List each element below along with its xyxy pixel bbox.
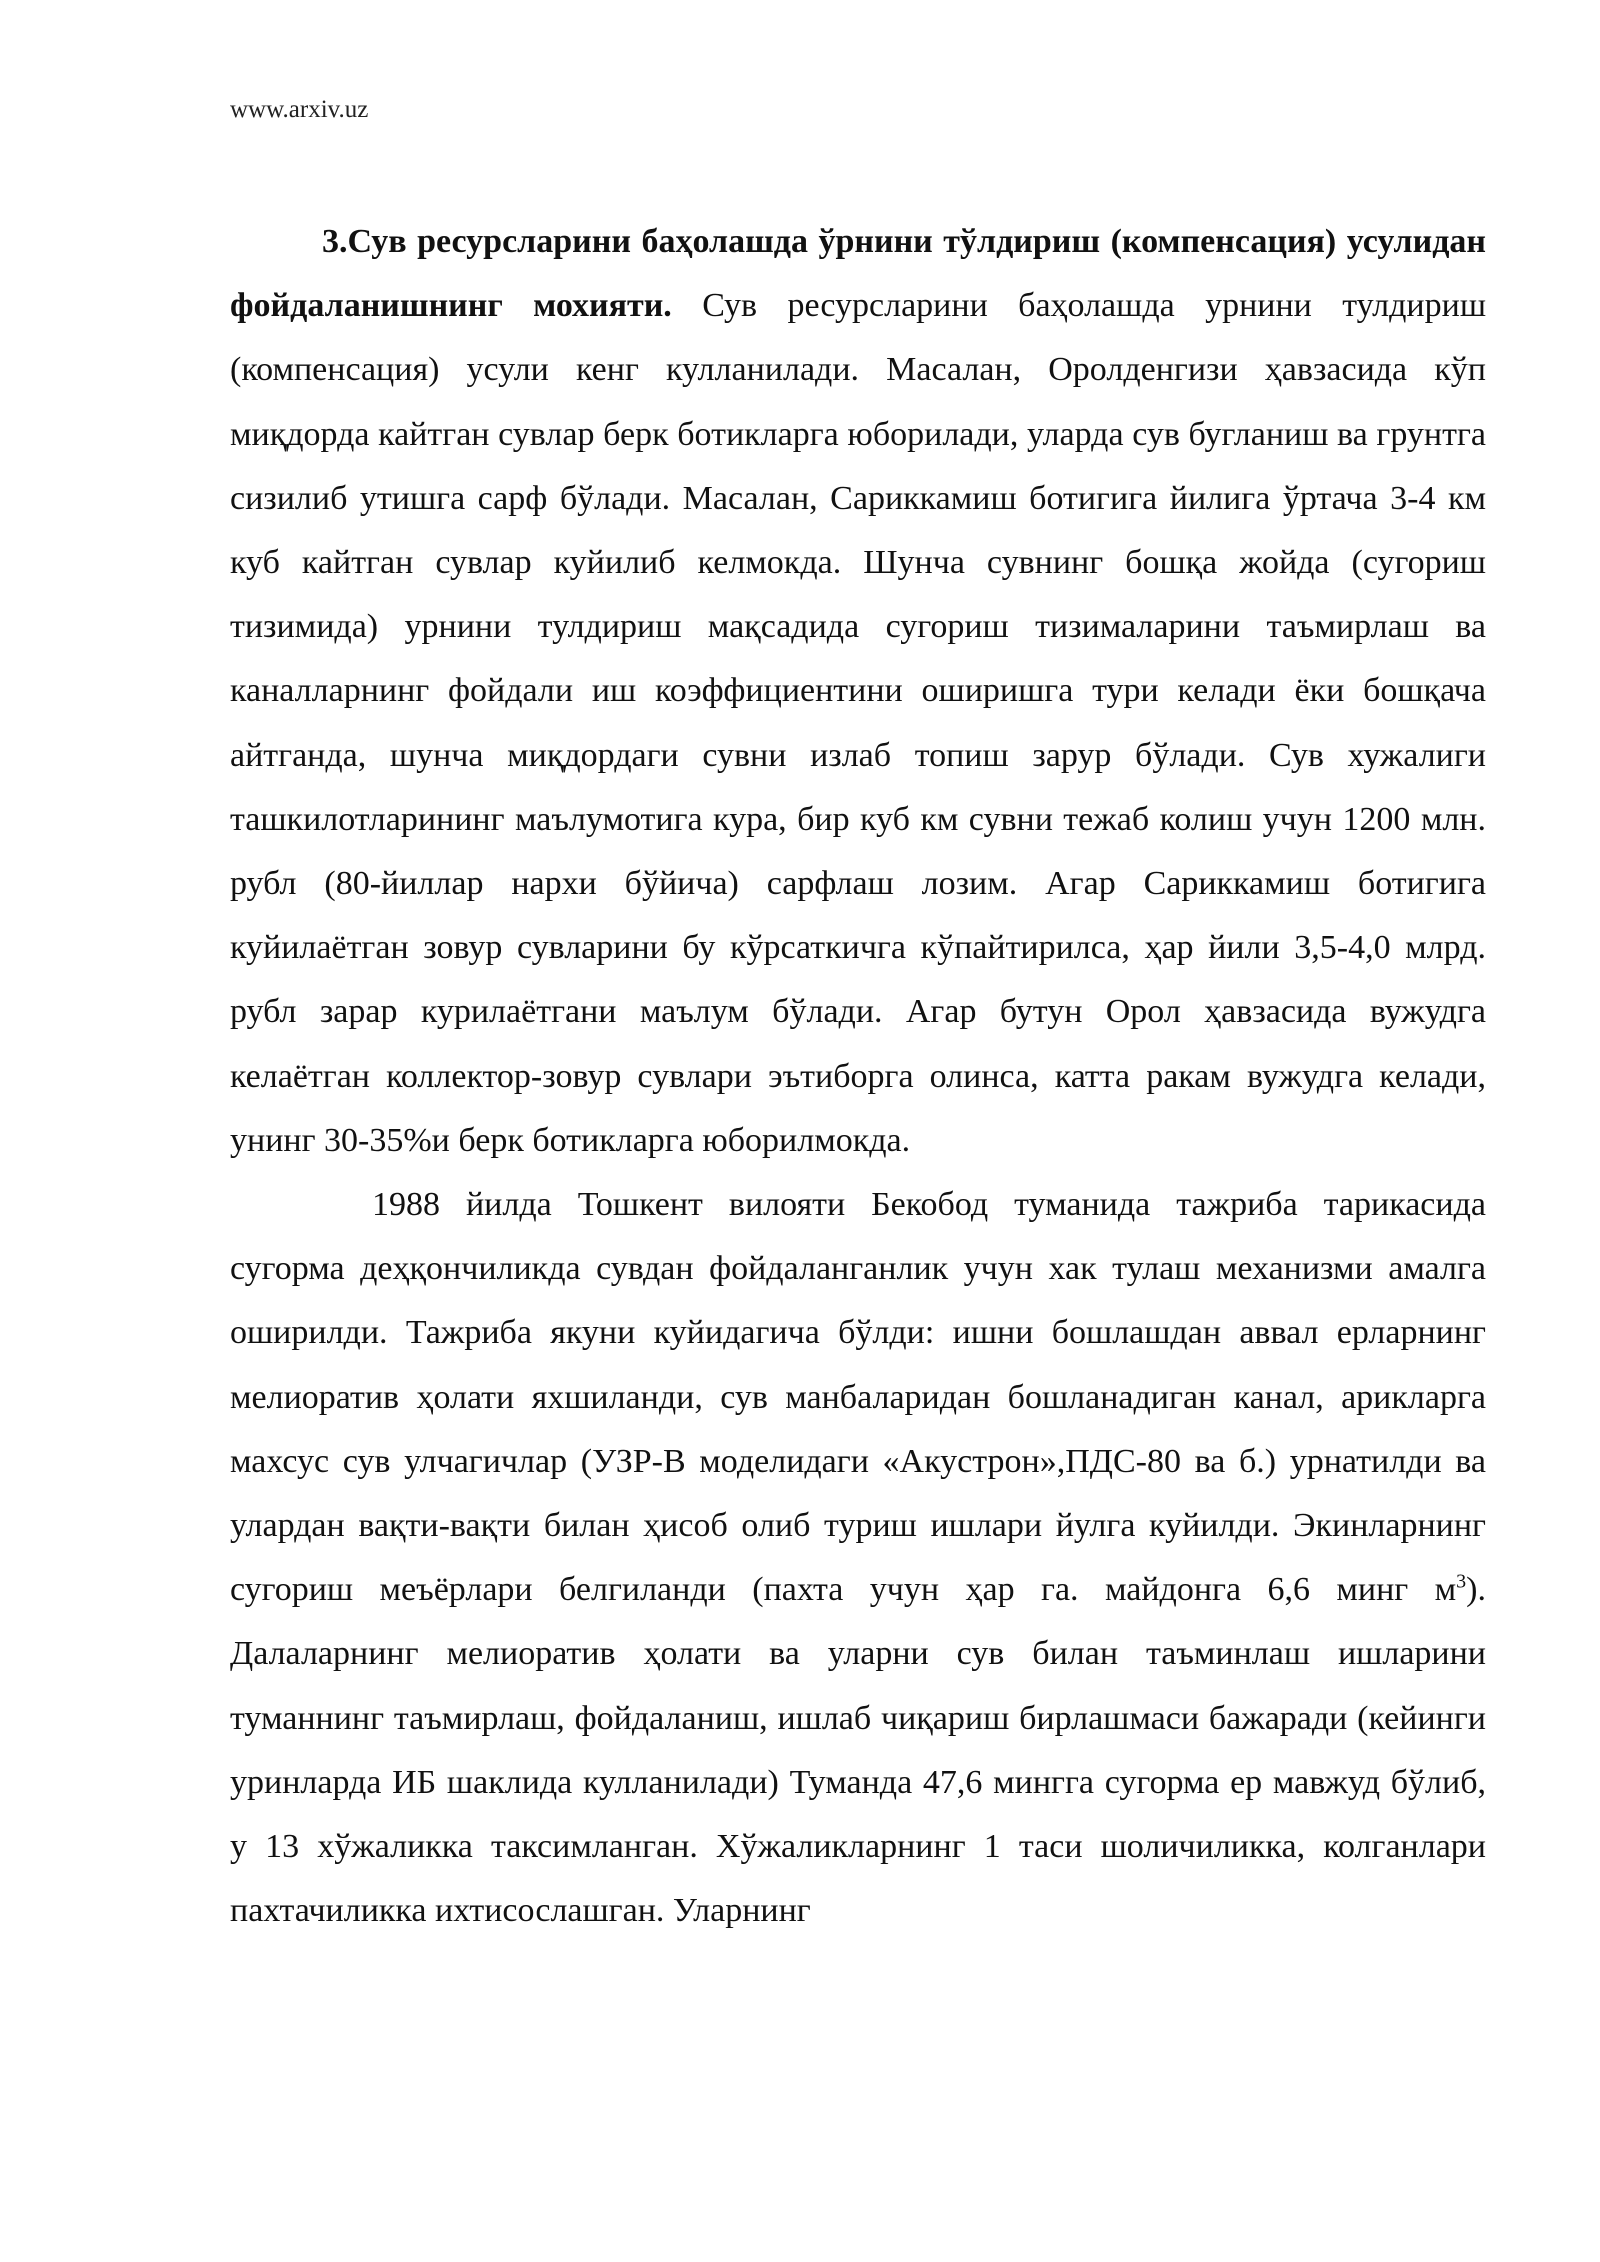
superscript-3: 3 xyxy=(1456,1570,1467,1593)
page-header-site: www.arxiv.uz xyxy=(230,96,369,123)
section-heading: 3.Сув ресурсларини баҳолашда ўрнини тўлдириш (компенсация) усулидан фойдаланишнинг мохияти. xyxy=(230,223,1486,325)
paragraph-2 xyxy=(230,1173,1486,1943)
paragraph-1 xyxy=(230,210,1486,1173)
document-body xyxy=(230,210,1486,1943)
paragraph-1-text: Сув ресурсларини баҳолашда урнини тулдириш (компенсация) усули кенг кулланилади. Масалан, Оролденгизи ҳавзасида кўп миқдорда кайтган сувлар берк ботикларга юборилади, уларда сув бугланиш ва грунтга сизилиб утишга сарф бўлади. Масалан, Сариккамиш ботигига йилига ўртача 3-4 км куб кайтган сувлар куйилиб келмокда. Шунча сувнинг бошқа жойда (сугориш тизимида) урнини тулдириш мақсадида сугориш тизималарини таъмирлаш ва каналларнинг фойдали иш коэффициентини оширишга тури келади ёки бошқача айтганда, шунча миқдордаги сувни излаб топиш зарур бўлади. Сув хужалиги ташкилотларининг маълумотига кура, бир куб км сувни тежаб колиш учун 1200 млн. рубл (80-йиллар нархи бўйича) сарфлаш лозим. Агар Сариккамиш ботигига куйилаётган зовур сувларини бу кўрсаткичга кўпайтирилса, ҳар йили 3,5-4,0 млрд. рубл зарар курилаётгани маълум бўлади. Агар бутун Орол ҳавзасида вужудга келаётган коллектор-зовур сувлари эътиборга олинса, катта ракам вужудга келади, унинг 30-35%и берк ботикларга юборилмокда. xyxy=(230,287,1487,1159)
paragraph-2-text-b: ). Далаларнинг мелиоратив ҳолати ва уларни сув билан таъминлаш ишларини туманнинг таъмирлаш, фойдаланиш, ишлаб чиқариш бирлашмаси бажаради (кейинги уринларда ИБ шаклида кулланилади) Туманда 47,6 мингга сугорма ер мавжуд бўлиб, у 13 хўжаликка таксимланган. Хўжаликларнинг 1 таси шоличиликка, колганлари пахтачиликка ихтисослашган. Уларнинг xyxy=(230,1571,1486,1930)
paragraph-2-text-a: 1988 йилда Тошкент вилояти Бекобод туманида тажриба тарикасида сугорма деҳқончиликда сувдан фойдаланганлик учун хак тулаш механизми амалга оширилди. Тажриба якуни куйидагича бўлди: ишни бошлашдан аввал ерларнинг мелиоратив ҳолати яхшиланди, сув манбаларидан бошланадиган канал, арикларга махсус сув улчагичлар (УЗР-В моделидаги «Акустрон»,ПДС-80 ва б.) урнатилди ва улардан вақти-вақти билан ҳисоб олиб туриш ишлари йулга куйилди. Экинларнинг сугориш меъёрлари белгиланди (пахта учун ҳар га. майдонга 6,6 минг м xyxy=(230,1186,1486,1609)
